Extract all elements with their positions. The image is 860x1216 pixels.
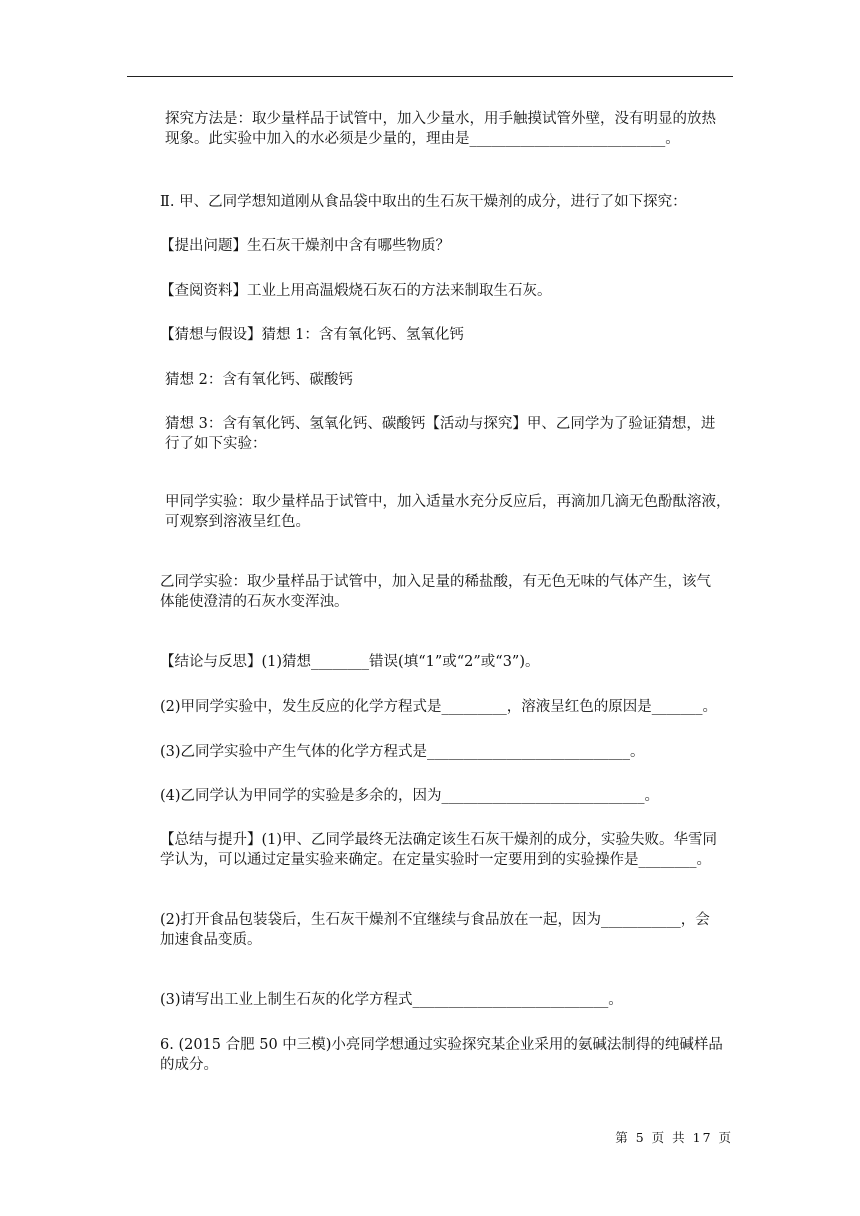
paragraph-summary-2: (2)打开食品包装袋后，生石灰干燥剂不宜继续与食品放在一起，因为___________，会 加速食品变质。 <box>160 912 710 948</box>
paragraph-experiment-yi: 乙同学实验：取少量样品于试管中，加入足量的稀盐酸，有无色无味的气体产生，该气 体能使澄清的石灰水变浑浊。 <box>160 574 711 610</box>
paragraph-summary-3: (3)请写出工业上制生石灰的化学方程式___________________________。 <box>160 992 623 1008</box>
paragraph-summary-1: 【总结与提升】(1)甲、乙同学最终无法确定该生石灰干燥剂的成分，实验失败。华雪同 学认为，可以通过定量实验来确定。在定量实验时一定要用到的实验操作是________。 <box>160 832 718 868</box>
paragraph-section-ii: Ⅱ. 甲、乙同学想知道刚从食品袋中取出的生石灰干燥剂的成分，进行了如下探究： <box>160 194 687 210</box>
paragraph-method: 探究方法是：取少量样品于试管中，加入少量水，用手触摸试管外壁，没有明显的放热 现象。此实验中加入的水必须是少量的，理由是___________________________。 <box>165 111 716 147</box>
paragraph-conclusion-2: (2)甲同学实验中，发生反应的化学方程式是_________，溶液呈红色的原因是_______。 <box>160 699 718 715</box>
paragraph-conclusion-3: (3)乙同学实验中产生气体的化学方程式是____________________________。 <box>160 744 645 760</box>
paragraph-conclusion-1: 【结论与反思】(1)猜想________错误(填“1”或“2”或“3”)。 <box>160 654 540 670</box>
paragraph-hypothesis-3: 猜想 3：含有氧化钙、氢氧化钙、碳酸钙【活动与探究】甲、乙同学为了验证猜想，进 行了如下实验： <box>165 416 716 452</box>
paragraph-hypothesis-1: 【猜想与假设】猜想 1：含有氧化钙、氢氧化钙 <box>160 327 464 343</box>
paragraph-hypothesis-2: 猜想 2：含有氧化钙、碳酸钙 <box>165 372 353 388</box>
page-footer: 第 5 页 共 17 页 <box>615 1130 733 1145</box>
paragraph-question-6: 6. (2015 合肥 50 中三模)小亮同学想通过实验探究某企业采用的氨碱法制得的纯碱样品 的成分。 <box>160 1037 723 1073</box>
paragraph-reference: 【查阅资料】工业上用高温煅烧石灰石的方法来制取生石灰。 <box>160 283 552 299</box>
header-rule <box>127 76 733 77</box>
paragraph-question: 【提出问题】生石灰干燥剂中含有哪些物质？ <box>160 238 450 254</box>
paragraph-conclusion-4: (4)乙同学认为甲同学的实验是多余的，因为____________________________。 <box>160 788 660 804</box>
paragraph-experiment-jia: 甲同学实验：取少量样品于试管中，加入适量水充分反应后，再滴加几滴无色酚酞溶液， 可观察到溶液呈红色。 <box>165 494 731 530</box>
